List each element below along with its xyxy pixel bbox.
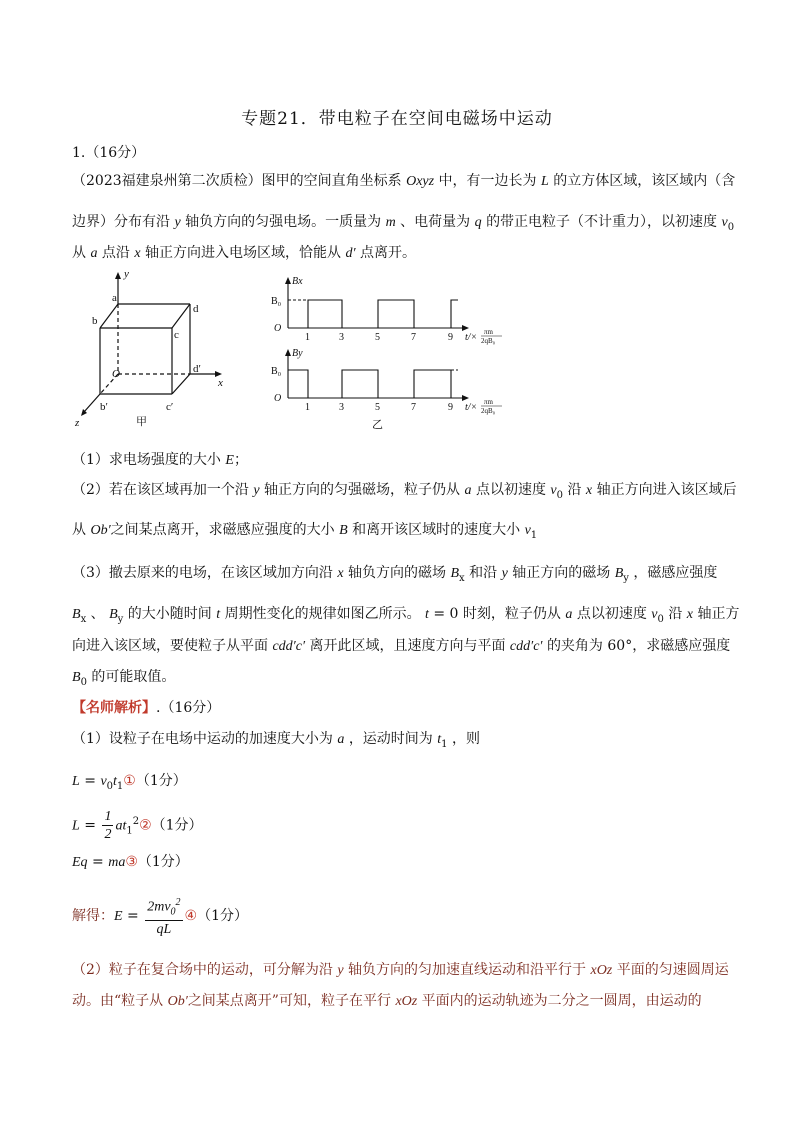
analysis-header: 【名师解析】.（16分） <box>72 700 221 716</box>
vertex-b-label: b <box>92 315 98 327</box>
equation-4: 解得：E = $\frac{2mv_0^2}{qL}$ ④（1分） <box>72 894 248 938</box>
y-axis-label: y <box>124 268 129 280</box>
equation-2: L = $\frac{1}{2}$ $at_1^2②(1$分） <box>72 809 203 843</box>
analysis-step2-line2: 动。由“粒子从 Ob′之间某点离开”可知，粒子在平行 xOz 平面内的运动轨迹为二分之一圆周，由运动的 <box>72 993 702 1009</box>
by-tick-7: 7 <box>411 402 416 413</box>
question-text-line2: 边界）分布有沿 y 轴负方向的匀强电场。一质量为 m 、电荷量为 q 的带正电粒子（不计重力），以初速度 $v_0$ <box>72 214 735 233</box>
bx-pulse-1 <box>308 300 342 328</box>
part3-question-line4: $B_0$ 的可能取值。 <box>72 669 176 688</box>
part1-question: （1）求电场强度的大小 E； <box>72 452 248 468</box>
question-text-line3: 从 a 点沿 x 轴正方向进入电场区域，恰能从 d′ 点离开。 <box>72 245 416 261</box>
bx-tick-7: 7 <box>411 332 416 343</box>
bx-tick-9: 9 <box>448 332 453 343</box>
by-tick-5: 5 <box>375 402 380 413</box>
equation-3: Eq = ma③（1分） <box>72 854 189 870</box>
bx-axis-label: Bx <box>292 276 303 287</box>
question-text-line1: （2023福建泉州第二次质检）图甲的空间直角坐标系 Oxyz 中，有一边长为 L 的立方体区域，该区域内（含 <box>72 173 736 189</box>
bx-origin-label: O <box>274 323 282 334</box>
bx-unit-den: 2qB₀ <box>481 337 496 345</box>
bx-tick-3: 3 <box>339 332 344 343</box>
figure-cube <box>72 268 242 430</box>
figure-b-caption: 乙 <box>372 419 383 431</box>
vertex-d-prime-label: d′ <box>193 363 201 375</box>
by-pulse-1 <box>342 370 378 398</box>
by-tick-1: 1 <box>305 402 310 413</box>
by-pulse-2 <box>414 370 451 398</box>
by-pulse-0 <box>288 370 308 398</box>
by-unit-den: 2qB₀ <box>481 407 496 415</box>
bx-unit-num: πm <box>484 328 493 336</box>
by-origin-label: O <box>274 393 282 404</box>
part3-question-line3: 向进入该区域，要使粒子从平面 cdd′c′ 离开此区域，且速度方向与平面 cdd′c′ 的夹角为 60°，求磁感应强度 <box>72 638 731 654</box>
x-axis-label: x <box>218 377 223 389</box>
by-unit-num: πm <box>484 398 493 406</box>
part2-question-line2: 从 Ob′之间某点离开，求磁感应强度的大小 B 和离开该区域时的速度大小 $v_1$ <box>72 522 538 541</box>
equation-1: $L = v_0t_1①(1$分） <box>72 773 187 792</box>
figure-waveforms <box>268 274 508 434</box>
part3-question-line1: （3）撤去原来的电场，在该区域加方向沿 x 轴负方向的磁场 $B_x$ 和沿 y 轴正方向的磁场 $B_y$ ，磁感应强度 <box>72 565 718 584</box>
by-t-axis-label: t/× <box>465 402 478 413</box>
bx-pulse-3 <box>451 300 458 328</box>
by-level-label: B₀ <box>271 366 282 377</box>
bx-tick-1: 1 <box>305 332 310 343</box>
by-axis-label: By <box>292 348 303 359</box>
analysis-step2-line1: （2）粒子在复合场中的运动，可分解为沿 y 轴负方向的匀加速直线运动和沿平行于 xOz 平面的匀速圆周运 <box>72 962 729 978</box>
z-axis-label: z <box>75 417 80 429</box>
vertex-c-prime-label: c′ <box>166 401 174 413</box>
question-number: 1.（16分） <box>72 145 146 161</box>
bx-pulse-2 <box>378 300 414 328</box>
bx-tick-5: 5 <box>375 332 380 343</box>
page-title: 专题21．带电粒子在空间电磁场中运动 <box>241 109 553 129</box>
figure-a-caption: 甲 <box>136 416 147 428</box>
vertex-b-prime-label: b′ <box>100 401 108 413</box>
vertex-a-label: a <box>112 292 117 304</box>
analysis-step1: （1）设粒子在电场中运动的加速度大小为 a ，运动时间为 $t_1$ ，则 <box>72 731 480 750</box>
origin-label: O <box>112 368 120 380</box>
vertex-c-label: c <box>174 329 179 341</box>
part2-question-line1: （2）若在该区域再加一个沿 y 轴正方向的匀强磁场，粒子仍从 a 点以初速度 $v_0$ 沿 x 轴正方向进入该区域后 <box>72 482 737 501</box>
bx-level-label: B₀ <box>271 296 282 307</box>
by-tick-3: 3 <box>339 402 344 413</box>
by-tick-9: 9 <box>448 402 453 413</box>
bx-t-axis-label: t/× <box>465 332 478 343</box>
part3-question-line2: $B_x$ 、 $B_y$ 的大小随时间 t 周期性变化的规律如图乙所示。 t = 0 时刻，粒子仍从 a 点以初速度 $v_0$ 沿 x 轴正方 <box>72 606 740 625</box>
vertex-d-label: d <box>193 303 199 315</box>
